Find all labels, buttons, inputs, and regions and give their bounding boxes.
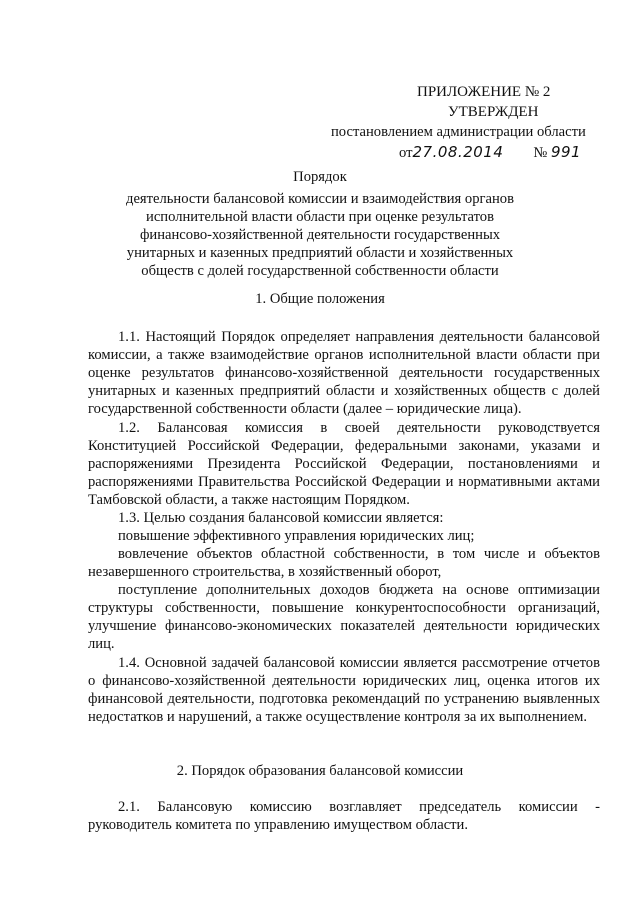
paragraph-2-1: 2.1. Балансовую комиссию возглавляет председатель комиссии - руководитель комитета по управлению имуществом области. — [88, 799, 600, 833]
handwritten-date: 27.08.2014 — [412, 143, 504, 161]
title-subtitle: деятельности балансовой комиссии и взаимодействия органов исполнительной власти области при оценке результатов финансово-хозяйственной деятельности государственных унитарных и казенных предприятий области и хозяйственных обществ с долей государственной собственности области — [126, 191, 514, 279]
approved-label: УТВЕРЖДЕН — [448, 104, 539, 120]
section-2-body — [88, 798, 600, 834]
paragraph-1-4: 1.4. Основной задачей балансовой комиссии является рассмотрение отчетов о финансово-хозяйственной деятельности юридических лиц, оценка итогов их финансовой деятельности, подготовка рекомендаций по устранению выявленных недостатков и нарушений, а также осуществление контроля за их выполнением. — [88, 655, 600, 725]
list-item-1-3-a: повышение эффективного управления юридических лиц; — [118, 528, 475, 544]
title-heading: Порядок — [293, 169, 347, 185]
section-heading-2: 2. Порядок образования балансовой комиссии — [176, 763, 464, 779]
section-heading-1: 1. Общие положения — [255, 291, 385, 307]
approval-header — [330, 82, 600, 163]
section-1-body — [88, 328, 600, 726]
list-item-1-3-c: поступление дополнительных доходов бюджета на основе оптимизации структуры собственности, повышение конкурентоспособности организаций, улучшение финансово-экономических показателей деятельности юридических лиц. — [88, 582, 600, 652]
document-title — [120, 168, 520, 280]
appendix-label: ПРИЛОЖЕНИЕ № 2 — [417, 84, 551, 100]
paragraph-1-2: 1.2. Балансовая комиссия в своей деятельности руководствуется Конституцией Российской Федерации, федеральными законами, указами и распоряжениями Президента Российской Федерации, постановлениями и распоряжениями Правительства Российской Федерации и нормативными актами Тамбовской области, а также настоящим Порядком. — [88, 420, 600, 508]
number-prefix: № — [533, 145, 548, 161]
date-prefix: от — [399, 145, 413, 161]
list-item-1-3-b: вовлечение объектов областной собственности, в том числе и объектов незавершенного строительства, в хозяйственный оборот, — [88, 546, 600, 580]
resolution-label: постановлением администрации области — [331, 124, 586, 140]
paragraph-1-3: 1.3. Целью создания балансовой комиссии является: — [118, 510, 444, 526]
date-number-line — [330, 142, 600, 163]
handwritten-number: 991 — [550, 143, 582, 161]
paragraph-1-1: 1.1. Настоящий Порядок определяет направления деятельности балансовой комиссии, а также взаимодействие органов исполнительной власти области при оценке результатов финансово-хозяйственной деятельности государственных унитарных и казенных предприятий области и хозяйственных обществ с долей государственной собственности области (далее – юридические лица). — [88, 329, 600, 417]
